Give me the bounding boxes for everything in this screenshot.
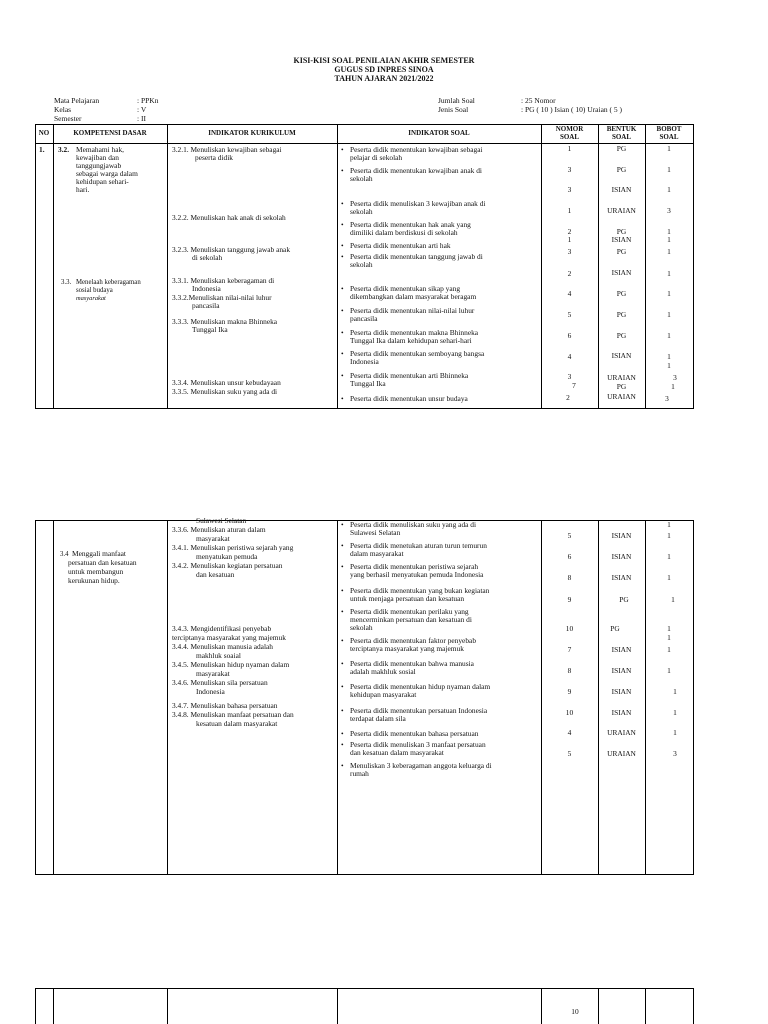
bobot-soal: 1 <box>667 361 671 370</box>
indikator-kurikulum: Tunggal Ika <box>192 325 228 334</box>
bobot-soal: 1 <box>667 247 671 256</box>
bentuk-soal: ISIAN <box>611 552 632 561</box>
indikator-kurikulum: 3.4.2. Menuliskan kegiatan persatuan <box>172 561 283 570</box>
bobot-soal: 1 <box>667 352 671 361</box>
indikator-kurikulum: 3.4.3. Mengidentifikasi penyebab <box>172 624 272 633</box>
nomor-soal: 10 <box>565 708 574 717</box>
indikator-soal-item: • Peserta didik menentukan hidup nyaman dalam kehidupan masyarakat <box>350 683 490 699</box>
indikator-soal-item: • Peserta didik menuliskan 3 manfaat persatuan dan kesatuan dalam masyarakat <box>350 741 486 757</box>
bobot-soal: 3 <box>673 749 677 758</box>
kd-text: sosial budaya <box>76 287 113 294</box>
indikator-soal-item: • Menuliskan 3 keberagaman anggota keluarga di rumah <box>350 762 492 778</box>
bentuk-soal: PG <box>619 595 629 604</box>
indikator-soal-item: • Peserta didik menentukan peristiwa sejarah yang berhasil menyatukan pemuda Indonesia <box>350 563 483 579</box>
kd-text: untuk membangun <box>68 567 124 576</box>
nomor-soal: 4 <box>567 289 572 298</box>
kelas-label: Kelas <box>54 105 72 114</box>
kd-code: 3.3. <box>61 279 72 286</box>
indikator-kurikulum: peserta didik <box>195 153 233 162</box>
bobot-soal: 3 <box>667 206 671 215</box>
nomor-soal: 2 <box>567 227 572 236</box>
nomor-soal: 4 <box>567 352 572 361</box>
nomor-soal: 7 <box>572 381 576 390</box>
indikator-soal-item: • Peserta didik menetukan aturan turun temurun dalam masyarakat <box>350 542 487 558</box>
kd-text: kehidupan sehari- <box>76 177 129 186</box>
bobot-soal: 1 <box>671 595 675 604</box>
bobot-soal: 1 <box>667 531 671 540</box>
indikator-kurikulum: 3.3.2.Menuliskan nilai-nilai luhur <box>172 293 272 302</box>
kd-text: hari. <box>76 185 90 194</box>
indikator-soal-item: • Peserta didik menentukan hak anak yang dimiliki dalam berdiskusi di sekolah <box>350 221 471 237</box>
indikator-kurikulum: 3.3.3. Menuliskan makna Bhinneka <box>172 317 278 326</box>
bentuk-soal: URAIAN <box>607 206 636 215</box>
mapel-label: Mata Pelajaran <box>54 96 100 105</box>
nomor-soal: 9 <box>567 687 572 696</box>
indikator-kurikulum: 3.3.6. Menuliskan aturan dalam <box>172 525 266 534</box>
bobot-soal: 1 <box>667 573 671 582</box>
mapel-value: : PPKn <box>137 96 159 105</box>
indikator-soal-item: • Peserta didik menentukan sikap yang dikembangkan dalam masyarakat beragam <box>350 285 476 301</box>
indikator-kurikulum: makhluk soaial <box>196 651 241 660</box>
bobot-soal: 1 <box>667 144 671 153</box>
nomor-soal: 3 <box>567 372 572 381</box>
bentuk-soal: PG <box>616 382 627 391</box>
nomor-soal: 3 <box>567 185 572 194</box>
col-header-nomor: NOMOR SOAL <box>555 125 584 141</box>
indikator-soal-item: • Peserta didik menentukan tanggung jawab di sekolah <box>350 253 483 269</box>
indikator-kurikulum: 3.3.5. Menuliskan suku yang ada di <box>172 387 278 396</box>
indikator-kurikulum: 3.4.5. Menuliskan hidup nyaman dalam <box>172 660 290 669</box>
indikator-kurikulum: 3.3.4. Menuliskan unsur kebudayaan <box>172 378 281 387</box>
indikator-kurikulum: masyarakat <box>196 534 230 543</box>
nomor-soal: 2 <box>567 269 572 278</box>
nomor-soal: 1 <box>567 144 572 153</box>
indikator-kurikulum: menyatukan pemuda <box>196 552 258 561</box>
kd-code: 3.2. <box>58 145 70 154</box>
indikator-soal-item: • Peserta didik menentukan kewajiban sebagai pelajar di sekolah <box>350 146 483 162</box>
kd-text: Menelaah keberagaman <box>76 279 141 286</box>
indikator-kurikulum: 3.4.1. Menuliskan peristiwa sejarah yang <box>172 543 294 552</box>
indikator-soal-item: • Peserta didik menentukan nilai-nilai luhur pancasila <box>350 307 474 323</box>
bobot-soal: 1 <box>667 331 671 340</box>
bobot-soal: 1 <box>667 633 671 642</box>
bentuk-soal: ISIAN <box>611 531 632 540</box>
bentuk-soal: ISIAN <box>611 687 632 696</box>
bentuk-soal: ISIAN <box>611 185 632 194</box>
indikator-soal-item: • Peserta didik menentukan yang bukan kegiatan untuk menjaga persatuan dan kesatuan <box>350 587 489 603</box>
bobot-soal: 1 <box>667 269 671 278</box>
kd-text: kewajiban dan <box>76 153 119 162</box>
bentuk-soal: ISIAN <box>611 268 632 277</box>
bobot-soal: 1 <box>667 310 671 319</box>
doc-title-line3: TAHUN AJARAN 2021/2022 <box>334 74 434 83</box>
jumlah-label: Jumlah Soal <box>438 96 475 105</box>
indikator-soal-item: • Peserta didik menentukan perilaku yang mencerminkan persatuan dan kesatuan di sekolah <box>350 608 472 632</box>
indikator-soal-item: • Peserta didik menentukan kewajiban anak di sekolah <box>350 167 482 183</box>
col-header-kd: KOMPETENSI DASAR <box>73 129 147 137</box>
bentuk-soal: URAIAN <box>607 728 636 737</box>
nomor-soal: 10 <box>571 1007 579 1016</box>
semester-value: : II <box>137 114 146 123</box>
nomor-soal: 5 <box>567 749 572 758</box>
nomor-soal: 8 <box>567 666 572 675</box>
bentuk-soal: PG <box>616 144 627 153</box>
bentuk-soal: URAIAN <box>607 373 636 382</box>
nomor-soal: 3 <box>567 165 572 174</box>
bentuk-soal: PG <box>616 247 627 256</box>
indikator-soal-item: • Peserta didik menentukan persatuan Indonesia terdapat dalam sila <box>350 707 487 723</box>
bentuk-soal: ISIAN <box>611 645 632 654</box>
bobot-soal: 1 <box>671 382 675 391</box>
kelas-value: : V <box>137 105 147 114</box>
bobot-soal: 1 <box>673 708 677 717</box>
indikator-kurikulum: 3.4.7. Menuliskan bahasa persatuan <box>172 701 278 710</box>
indikator-kurikulum: 3.3.1. Menuliskan keberagaman di <box>172 276 275 285</box>
nomor-soal: 6 <box>567 552 572 561</box>
bobot-soal: 1 <box>667 289 671 298</box>
jenis-value: : PG ( 10 ) Isian ( 10) Uraian ( 5 ) <box>521 105 623 114</box>
nomor-soal: 10 <box>565 624 574 633</box>
indikator-soal-item: • Peserta didik menuliskan suku yang ada di Sulawesi Selatan <box>350 521 476 537</box>
bentuk-soal: ISIAN <box>611 666 632 675</box>
indikator-kurikulum: 3.2.2. Menuliskan hak anak di sekolah <box>172 213 286 222</box>
indikator-kurikulum: Sulawesi Selatan <box>196 516 247 525</box>
nomor-soal: 6 <box>567 331 572 340</box>
bobot-soal: 1 <box>667 227 671 236</box>
indikator-kurikulum: 3.2.3. Menuliskan tanggung jawab anak <box>172 245 291 254</box>
nomor-soal: 8 <box>567 573 572 582</box>
bobot-soal: 1 <box>667 520 671 529</box>
jenis-label: Jenis Soal <box>438 105 469 114</box>
indikator-kurikulum: 3.4.6. Menuliskan sila persatuan <box>172 678 268 687</box>
indikator-kurikulum: masyarakat <box>196 669 230 678</box>
indikator-kurikulum: Indonesia <box>192 284 221 293</box>
indikator-kurikulum: dan kesatuan <box>196 570 235 579</box>
nomor-soal: 2 <box>566 393 570 402</box>
kd-text: sebagai warga dalam <box>76 169 138 178</box>
indikator-soal-item: • Peserta didik menentukan unsur budaya <box>350 395 468 403</box>
indikator-soal-item: • Peserta didik menentukan semboyang bangsa Indonesia <box>350 350 484 366</box>
indikator-soal-item: • Peserta didik menentukan bahwa manusia adalah makhluk sosial <box>350 660 474 676</box>
bentuk-soal: PG <box>616 331 627 340</box>
doc-title-line1: KISI-KISI SOAL PENILAIAN AKHIR SEMESTER <box>293 56 475 65</box>
indikator-soal-item: • Peserta didik menentukan faktor penyebab terciptanya masyarakat yang majemuk <box>350 637 476 653</box>
indikator-soal-item: • Peserta didik menuliskan 3 kewajiban anak di sekolah <box>350 200 485 216</box>
indikator-soal-item: • Peserta didik menentukan bahasa persatuan <box>350 730 478 738</box>
jumlah-value: : 25 Nomor <box>521 96 556 105</box>
bentuk-soal: PG <box>616 310 627 319</box>
indikator-kurikulum: 3.4.4. Menuliskan manusia adalah <box>172 642 273 651</box>
bobot-soal: 1 <box>667 235 671 244</box>
bobot-soal: 1 <box>667 552 671 561</box>
bobot-soal: 1 <box>667 666 671 675</box>
bentuk-soal: PG <box>616 289 627 298</box>
bentuk-soal: ISIAN <box>611 235 632 244</box>
kd-text: Menggali manfaat <box>72 549 126 558</box>
bobot-soal: 3 <box>665 394 669 403</box>
indikator-kurikulum: 3.4.8. Menuliskan manfaat persatuan dan <box>172 710 294 719</box>
kd-text: Memahami hak, <box>76 145 125 154</box>
bentuk-soal: PG <box>616 227 627 236</box>
bentuk-soal: PG <box>610 624 620 633</box>
kd-text: tanggungjawab <box>76 161 122 170</box>
nomor-soal: 1 <box>567 235 572 244</box>
bentuk-soal: ISIAN <box>611 573 632 582</box>
indikator-soal-item: • Peserta didik menentukan arti Bhinneka Tunggal Ika <box>350 372 468 388</box>
nomor-soal: 1 <box>567 206 572 215</box>
bentuk-soal: URAIAN <box>607 749 636 758</box>
bobot-soal: 1 <box>673 728 677 737</box>
indikator-kurikulum: pancasila <box>192 301 220 310</box>
bentuk-soal: ISIAN <box>611 708 632 717</box>
kd-text: masyarakat <box>76 295 106 302</box>
nomor-soal: 7 <box>567 645 572 654</box>
col-header-bentuk: BENTUK SOAL <box>606 125 637 141</box>
indikator-kurikulum: di sekolah <box>192 253 223 262</box>
indikator-soal-item: • Peserta didik menentukan makna Bhinneka Tunggal Ika dalam kehidupan sehari-hari <box>350 329 478 345</box>
bobot-soal: 1 <box>673 687 677 696</box>
indikator-soal-item: • Peserta didik menentukan arti hak <box>350 242 451 250</box>
bobot-soal: 1 <box>667 165 671 174</box>
semester-label: Semester <box>54 114 82 123</box>
doc-title-line2: GUGUS SD INPRES SINOA <box>334 65 434 74</box>
bentuk-soal: ISIAN <box>611 351 632 360</box>
nomor-soal: 9 <box>567 595 572 604</box>
indikator-kurikulum: 3.2.1. Menuliskan kewajiban sebagai <box>172 145 282 154</box>
col-header-no: NO <box>38 129 50 137</box>
indikator-kurikulum: Indonesia <box>196 687 225 696</box>
bobot-soal: 3 <box>673 373 677 382</box>
bentuk-soal: URAIAN <box>607 392 636 401</box>
row-number: 1. <box>39 145 45 154</box>
kd-text: persatuan dan kesatuan <box>68 558 137 567</box>
kd-text: kerukunan hidup. <box>68 576 120 585</box>
nomor-soal: 4 <box>567 728 572 737</box>
bobot-soal: 1 <box>667 645 671 654</box>
bobot-soal: 1 <box>667 624 671 633</box>
indikator-kurikulum: terciptanya masyarakat yang majemuk <box>172 633 286 642</box>
nomor-soal: 5 <box>567 310 572 319</box>
indikator-kurikulum: kesatuan dalam masyarakat <box>196 719 278 728</box>
col-header-is: INDIKATOR SOAL <box>408 129 470 137</box>
nomor-soal: 5 <box>567 531 572 540</box>
bobot-soal: 1 <box>667 185 671 194</box>
bentuk-soal: PG <box>616 165 627 174</box>
col-header-ik: INDIKATOR KURIKULUM <box>208 129 296 137</box>
nomor-soal: 3 <box>567 247 572 256</box>
col-header-bobot: BOBOT SOAL <box>656 125 682 141</box>
kd-code: 3.4 <box>60 551 69 558</box>
